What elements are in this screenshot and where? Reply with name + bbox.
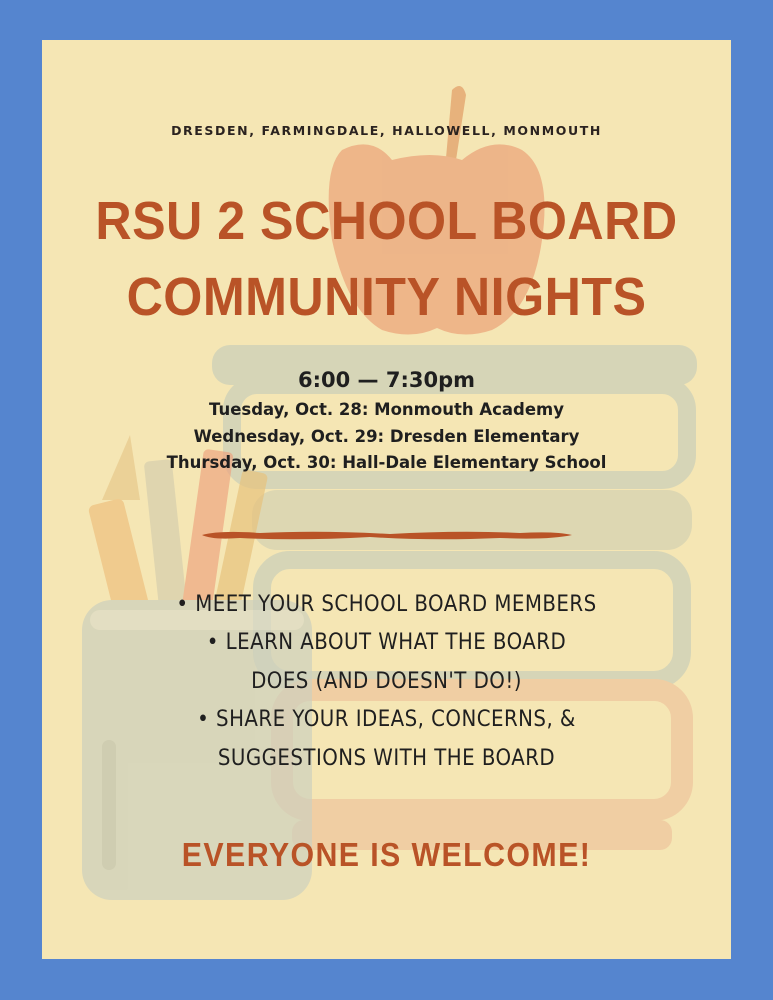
bullet-meet-members: • MEET YOUR SCHOOL BOARD MEMBERS xyxy=(176,592,597,617)
title-line-2: COMMUNITY NIGHTS xyxy=(126,267,647,327)
session-wednesday: Wednesday, Oct. 29: Dresden Elementary xyxy=(193,427,580,446)
session-thursday: Thursday, Oct. 30: Hall-Dale Elementary School xyxy=(166,453,607,472)
towns-header: DRESDEN, FARMINGDALE, HALLOWELL, MONMOUTH xyxy=(171,123,602,138)
flyer-content xyxy=(42,40,731,959)
session-tuesday: Tuesday, Oct. 28: Monmouth Academy xyxy=(209,400,564,419)
flyer-poster xyxy=(42,40,731,959)
welcome-message: EVERYONE IS WELCOME! xyxy=(181,836,592,873)
bullet-share-line-2: SUGGESTIONS WITH THE BOARD xyxy=(217,746,556,771)
event-time: 6:00 — 7:30pm xyxy=(297,368,475,392)
bullet-share-line-1: • SHARE YOUR IDEAS, CONCERNS, & xyxy=(197,707,576,732)
bullet-learn-line-1: • LEARN ABOUT WHAT THE BOARD xyxy=(206,630,567,655)
title-line-1: RSU 2 SCHOOL BOARD xyxy=(95,191,678,251)
bullet-learn-line-2: DOES (AND DOESN'T DO!) xyxy=(251,669,522,694)
brush-divider xyxy=(200,528,574,542)
